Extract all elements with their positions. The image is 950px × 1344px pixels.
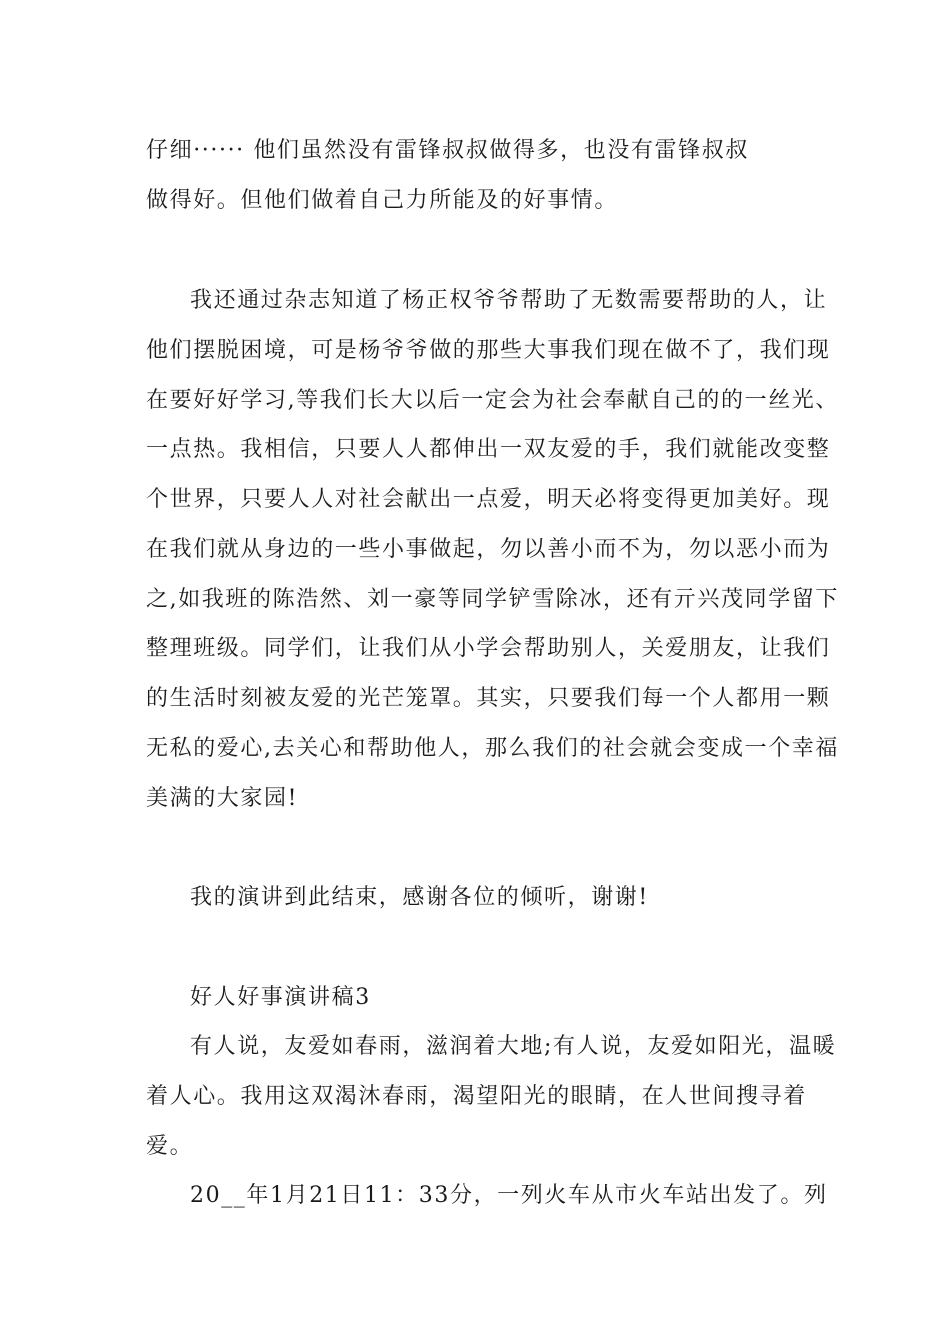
text-line: 有人说，友爱如春雨，滋润着大地;有人说，友爱如阳光，温暖	[190, 1034, 837, 1059]
text-line: 我还通过杂志知道了杨正权爷爷帮助了无数需要帮助的人，让	[190, 288, 828, 313]
text-line: 在我们就从身边的一些小事做起，勿以善小而不为，勿以恶小而为	[146, 537, 831, 562]
text-line: 整理班级。同学们，让我们从小学会帮助别人，关爱朋友，让我们	[146, 636, 831, 661]
text-line: 美满的大家园!	[146, 786, 299, 811]
text-line: 20__年1月21日11：33分，一列火车从市火车站出发了。列	[190, 1183, 828, 1208]
section-heading: 好人好事演讲稿3	[190, 985, 371, 1010]
text-line: 着人心。我用这双渴沐春雨，渴望阳光的眼睛，在人世间搜寻着	[146, 1084, 807, 1109]
text-line: 仔细······ 他们虽然没有雷锋叔叔做得多，也没有雷锋叔叔	[146, 138, 749, 163]
text-line: 他们摆脱困境，可是杨爷爷做的那些大事我们现在做不了，我们现	[146, 338, 831, 363]
text-line: 爱。	[146, 1134, 194, 1159]
text-line: 一点热。我相信，只要人人都伸出一双友爱的手，我们就能改变整	[146, 437, 831, 462]
text-line: 我的演讲到此结束，感谢各位的倾听，谢谢!	[190, 885, 649, 910]
text-line: 之,如我班的陈浩然、刘一豪等同学铲雪除冰，还有亓兴茂同学留下	[146, 587, 839, 612]
text-line: 无私的爱心,去关心和帮助他人，那么我们的社会就会变成一个幸福	[146, 736, 839, 761]
text-line: 做得好。但他们做着自己力所能及的好事情。	[146, 188, 619, 213]
text-line: 的生活时刻被友爱的光芒笼罩。其实，只要我们每一个人都用一颗	[146, 686, 831, 711]
text-line: 个世界，只要人人对社会献出一点爱，明天必将变得更加美好。现	[146, 487, 831, 512]
text-line: 在要好好学习,等我们长大以后一定会为社会奉献自己的的一丝光、	[146, 388, 839, 413]
